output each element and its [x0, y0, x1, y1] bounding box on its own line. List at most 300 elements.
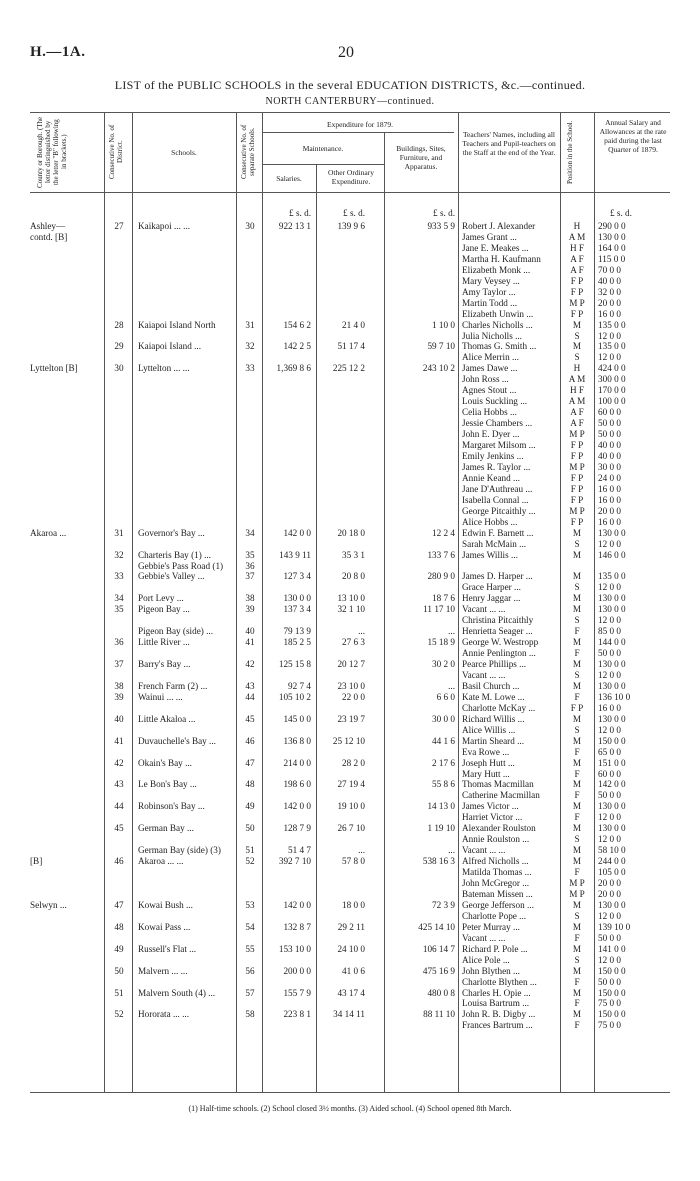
- table-row: [0, 648, 700, 659]
- salaries-cell: 136 8 0: [283, 735, 311, 746]
- table-row: [0, 736, 700, 747]
- teacher-name-cell: Bateman Missen ...: [462, 888, 533, 899]
- annual-salary-cell: 70 0 0: [598, 264, 621, 275]
- salaries-cell: 223 8 1: [283, 1009, 311, 1020]
- teacher-name-cell: Kate M. Lowe ...: [462, 691, 525, 702]
- table-row: [0, 856, 700, 867]
- buildings-header: Buildings, Sites, Furniture, and Apparatus.: [396, 144, 446, 171]
- teacher-name-cell: Louis Suckling ...: [462, 396, 528, 407]
- position-cell: A F: [570, 418, 584, 429]
- buildings-cell: 1 10 0: [432, 319, 455, 330]
- table-row: [0, 352, 700, 363]
- units-annual: £ s. d.: [610, 208, 632, 218]
- table-row: [0, 878, 700, 889]
- page-number: 20: [338, 44, 354, 61]
- annual-salary-cell: 16 0 0: [598, 483, 621, 494]
- position-cell: H F: [569, 242, 585, 253]
- position-cell: M: [572, 713, 582, 724]
- buildings-cell: 30 0 0: [432, 713, 455, 724]
- teacher-name-cell: Sarah McMain ...: [462, 538, 527, 549]
- teacher-name-cell: James D. Harper ...: [462, 571, 533, 582]
- teacher-name-cell: Mary Veysey ...: [462, 275, 520, 286]
- teacher-name-cell: Charlotte Pope ...: [462, 910, 527, 921]
- teacher-name-cell: Pearce Phillips ...: [462, 659, 527, 669]
- annual-salary-cell: 130 0 0: [598, 713, 626, 724]
- teacher-name-cell: Catherine Macmillan: [462, 790, 540, 801]
- annual-salary-header: Annual Salary and Allowances at the rate paid during the last Quarter of 1879.: [599, 118, 667, 154]
- document-code: H.—1A.: [30, 44, 86, 60]
- position-cell: A F: [570, 264, 584, 275]
- other-expenditure-cell: 41 0 6: [342, 965, 365, 976]
- teacher-name-cell: James Willis ...: [462, 549, 518, 560]
- district-no-cell: 52: [114, 1009, 124, 1020]
- separate-no-cell: 54: [245, 921, 255, 932]
- annual-salary-cell: 100 0 0: [598, 396, 626, 407]
- table-row: [0, 396, 700, 407]
- separate-no-cell: 55: [245, 943, 255, 954]
- district-no-cell: 37: [114, 659, 124, 669]
- position-cell: F P: [570, 516, 584, 527]
- teacher-name-cell: Alfred Nicholls ...: [462, 856, 529, 867]
- separate-no-cell: 31: [245, 319, 255, 330]
- annual-salary-cell: 12 0 0: [598, 330, 621, 341]
- school-name-cell: Lyttelton ... ...: [138, 363, 190, 374]
- teacher-name-cell: Jessie Chambers ...: [462, 418, 533, 429]
- separate-no-cell: 42: [245, 659, 255, 669]
- annual-salary-cell: 50 0 0: [598, 418, 621, 429]
- position-cell: M: [572, 1009, 582, 1020]
- district-subtitle: NORTH CANTERBURY—continued.: [265, 96, 435, 107]
- table-row: [0, 966, 700, 977]
- district-no-cell: 47: [114, 899, 124, 910]
- teacher-name-cell: Robert J. Alexander: [462, 221, 536, 231]
- other-expenditure-cell: 225 12 2: [332, 363, 365, 374]
- separate-no-cell: 57: [245, 987, 255, 998]
- annual-salary-cell: 300 0 0: [598, 374, 626, 385]
- teacher-name-cell: John E. Dyer ...: [462, 429, 520, 439]
- annual-salary-cell: 50 0 0: [598, 932, 621, 943]
- separate-no-cell: 58: [245, 1009, 255, 1020]
- teacher-name-cell: Elizabeth Monk ...: [462, 264, 531, 275]
- table-row: [0, 407, 700, 418]
- position-cell: S: [574, 330, 580, 341]
- teacher-name-cell: Emily Jenkins ...: [462, 450, 524, 461]
- position-cell: F P: [570, 494, 584, 505]
- annual-salary-cell: 20 0 0: [598, 888, 621, 899]
- annual-salary-cell: 40 0 0: [598, 450, 621, 461]
- annual-salary-cell: 115 0 0: [598, 253, 626, 264]
- position-cell: M: [572, 757, 582, 768]
- school-name-cell: German Bay (side) (3): [138, 845, 221, 856]
- annual-salary-cell: 75 0 0: [598, 998, 621, 1009]
- teacher-name-cell: Vacant ... ...: [462, 932, 506, 943]
- annual-salary-cell: 139 10 0: [598, 921, 631, 932]
- position-cell: H: [573, 363, 581, 374]
- salaries-cell: 142 0 0: [283, 801, 311, 812]
- teacher-name-cell: Celia Hobbs ...: [462, 407, 517, 418]
- position-cell: F: [574, 932, 580, 943]
- separate-no-cell: 41: [245, 637, 255, 648]
- annual-salary-cell: 130 0 0: [598, 593, 626, 604]
- teacher-name-cell: Charles Nicholls ...: [462, 319, 533, 330]
- salaries-cell: 143 9 11: [279, 549, 311, 560]
- other-expenditure-cell: 26 7 10: [337, 823, 365, 834]
- expenditure-rule: [262, 132, 454, 133]
- salaries-cell: 92 7 4: [288, 680, 311, 691]
- district-no-cell: 38: [114, 680, 124, 691]
- separate-no-cell: 56: [245, 965, 255, 976]
- annual-salary-cell: 32 0 0: [598, 286, 621, 297]
- position-cell: M P: [569, 297, 585, 308]
- position-cell: M P: [569, 878, 585, 888]
- buildings-cell: 243 10 2: [422, 363, 455, 374]
- annual-salary-cell: 30 0 0: [598, 461, 621, 472]
- table-row: [0, 473, 700, 484]
- annual-salary-cell: 150 0 0: [598, 1009, 626, 1020]
- county-cell: Akaroa ...: [30, 527, 67, 538]
- table-row: [0, 451, 700, 462]
- teacher-name-cell: Joseph Hutt ...: [462, 757, 515, 768]
- position-cell: M P: [569, 888, 585, 899]
- position-cell: F P: [570, 702, 584, 713]
- teacher-name-cell: Elizabeth Unwin ...: [462, 308, 534, 319]
- district-no-cell: 42: [114, 757, 124, 768]
- school-name-cell: Le Bon's Bay ...: [138, 779, 197, 790]
- table-row: [0, 517, 700, 528]
- district-no-cell: 50: [114, 965, 124, 976]
- annual-salary-cell: 40 0 0: [598, 275, 621, 286]
- position-cell: M: [572, 921, 582, 932]
- other-expenditure-cell: 24 10 0: [337, 943, 365, 954]
- schools-header: Schools.: [171, 148, 197, 157]
- teacher-name-cell: George Pitcaithly ...: [462, 505, 536, 516]
- salaries-cell: 145 0 0: [283, 713, 311, 724]
- teacher-name-cell: Martin Todd ...: [462, 297, 518, 308]
- separate-no-cell: 48: [245, 779, 255, 790]
- buildings-cell: 475 16 9: [422, 965, 455, 976]
- position-cell: M: [572, 593, 582, 604]
- units-row: [0, 208, 700, 219]
- position-cell: M P: [569, 505, 585, 516]
- school-name-cell: Hororata ... ...: [138, 1009, 190, 1020]
- table-row: [0, 845, 700, 856]
- buildings-cell: 14 13 0: [427, 801, 455, 812]
- table-row: [0, 703, 700, 714]
- school-name-cell: Kowai Pass ...: [138, 921, 191, 932]
- table-row: [0, 790, 700, 801]
- other-expenditure-cell: 25 12 10: [332, 735, 365, 746]
- teacher-name-cell: Alice Hobbs ...: [462, 516, 518, 527]
- teacher-name-cell: Isabella Connal ...: [462, 494, 529, 505]
- salaries-cell: 79 13 9: [283, 626, 311, 637]
- buildings-cell: 30 2 0: [432, 659, 455, 669]
- position-cell: F P: [570, 275, 584, 286]
- annual-salary-cell: 12 0 0: [598, 910, 621, 921]
- maintenance-header: Maintenance.: [302, 144, 344, 153]
- separate-no-cell: 39: [245, 604, 255, 615]
- teacher-name-cell: Vacant ... ...: [462, 670, 506, 680]
- annual-salary-cell: 150 0 0: [598, 735, 626, 746]
- table-row: [0, 561, 700, 572]
- table-row: [0, 1020, 700, 1031]
- district-no-cell: 28: [114, 319, 124, 330]
- position-cell: F: [574, 768, 580, 779]
- units-salaries: £ s. d.: [289, 208, 311, 218]
- expenditure-header: Expenditure for 1879.: [326, 120, 394, 129]
- position-cell: M: [572, 987, 582, 998]
- position-cell: H F: [569, 385, 585, 396]
- annual-salary-cell: 135 0 0: [598, 319, 626, 330]
- table-row: [0, 385, 700, 396]
- other-expenditure-cell: ...: [358, 626, 365, 637]
- position-cell: F: [574, 648, 580, 658]
- table-row: [0, 582, 700, 593]
- table-row: [0, 692, 700, 703]
- table-row: [0, 626, 700, 637]
- table-row: [0, 812, 700, 823]
- annual-salary-cell: 424 0 0: [598, 363, 626, 374]
- district-no-cell: 34: [114, 593, 124, 604]
- separate-no-cell: 33: [245, 363, 255, 374]
- position-cell: F: [574, 691, 580, 702]
- position-cell: M: [572, 571, 582, 582]
- separate-no-cell: 30: [245, 221, 255, 231]
- school-name-cell: Pigeon Bay (side) ...: [138, 626, 214, 637]
- position-cell: A F: [570, 407, 584, 418]
- table-row: [0, 593, 700, 604]
- other-expenditure-header: Other Ordinary Expenditure.: [327, 168, 375, 186]
- table-row: [0, 418, 700, 429]
- table-row: [0, 243, 700, 254]
- school-name-cell: Governor's Bay ...: [138, 527, 205, 538]
- position-cell: A F: [570, 253, 584, 264]
- buildings-cell: 15 18 9: [427, 637, 455, 648]
- district-no-cell: 29: [114, 341, 124, 352]
- annual-salary-cell: 60 0 0: [598, 768, 621, 779]
- annual-salary-cell: 20 0 0: [598, 505, 621, 516]
- district-no-cell: 39: [114, 691, 124, 702]
- table-row: [0, 539, 700, 550]
- position-cell: S: [574, 910, 580, 921]
- position-cell: M: [572, 735, 582, 746]
- table-row: [0, 484, 700, 495]
- school-name-cell: Wainui ... ...: [138, 691, 183, 702]
- district-no-cell: 31: [114, 527, 124, 538]
- school-name-cell: Duvauchelle's Bay ...: [138, 735, 216, 746]
- salaries-cell: 154 6 2: [283, 319, 311, 330]
- teacher-name-cell: Annie Keand ...: [462, 472, 520, 483]
- district-no-cell: 27: [114, 221, 124, 231]
- separate-no-cell: 53: [245, 899, 255, 910]
- annual-salary-cell: 75 0 0: [598, 1020, 621, 1031]
- position-cell: M: [572, 965, 582, 976]
- teacher-name-cell: Julia Nicholls ...: [462, 330, 522, 341]
- table-row: [0, 637, 700, 648]
- separate-no-cell: 50: [245, 823, 255, 834]
- salaries-cell: 214 0 0: [283, 757, 311, 768]
- position-cell: F: [574, 812, 580, 823]
- position-cell: M: [572, 779, 582, 790]
- position-cell: M: [572, 527, 582, 538]
- position-cell: S: [574, 538, 580, 549]
- school-name-cell: Gebbie's Valley ...: [138, 571, 205, 582]
- teacher-name-cell: Margaret Milsom ...: [462, 440, 536, 450]
- salaries-cell: 200 0 0: [283, 965, 311, 976]
- separate-no-cell: 45: [245, 713, 255, 724]
- other-expenditure-cell: 32 1 10: [337, 604, 365, 615]
- annual-salary-cell: 130 0 0: [598, 680, 626, 691]
- annual-salary-cell: 20 0 0: [598, 297, 621, 308]
- buildings-cell: 44 1 6: [432, 735, 455, 746]
- annual-salary-cell: 12 0 0: [598, 670, 621, 680]
- buildings-cell: 933 5 9: [427, 221, 455, 231]
- salaries-cell: 1,369 8 6: [276, 363, 311, 374]
- position-cell: M P: [569, 429, 585, 439]
- district-no-cell: 36: [114, 637, 124, 648]
- teacher-name-cell: Alice Merrin ...: [462, 352, 519, 363]
- annual-salary-cell: 12 0 0: [598, 538, 621, 549]
- teacher-name-cell: Vacant ... ...: [462, 604, 506, 615]
- buildings-cell: 59 7 10: [427, 341, 455, 352]
- teacher-name-cell: John McGregor ...: [462, 878, 530, 888]
- school-name-cell: Malvern ... ...: [138, 965, 188, 976]
- teacher-name-cell: Mary Hutt ...: [462, 768, 510, 779]
- position-cell: F: [574, 746, 580, 757]
- annual-salary-cell: 151 0 0: [598, 757, 626, 768]
- table-row: [0, 747, 700, 758]
- table-row: [0, 714, 700, 725]
- separate-no-header: Consecutive No. of separate Schools.: [240, 124, 256, 180]
- units-buildings: £ s. d.: [433, 208, 455, 218]
- school-name-cell: Charteris Bay (1) ...: [138, 549, 211, 560]
- position-cell: M: [572, 899, 582, 910]
- table-row: [0, 911, 700, 922]
- teacher-name-cell: Alexander Roulston: [462, 823, 536, 834]
- school-name-cell: Little Akaloa ...: [138, 713, 196, 724]
- school-name-cell: Pigeon Bay ...: [138, 604, 190, 615]
- buildings-cell: 12 2 4: [432, 527, 455, 538]
- annual-salary-cell: 12 0 0: [598, 582, 621, 593]
- county-cell: contd. [B]: [30, 231, 68, 242]
- school-name-cell: Malvern South (4) ...: [138, 987, 216, 998]
- position-cell: M: [572, 943, 582, 954]
- position-cell: F P: [570, 286, 584, 297]
- other-expenditure-cell: 27 6 3: [342, 637, 365, 648]
- buildings-cell: 11 17 10: [423, 604, 455, 615]
- district-no-cell: 44: [114, 801, 124, 812]
- separate-no-cell: 37: [245, 571, 255, 582]
- table-row: [0, 528, 700, 539]
- position-cell: M: [572, 845, 582, 856]
- position-header: Position in the School.: [566, 120, 574, 184]
- district-no-cell: 48: [114, 921, 124, 932]
- other-expenditure-cell: 57 8 0: [342, 856, 365, 867]
- teacher-name-cell: Martha H. Kaufmann: [462, 253, 541, 264]
- school-name-cell: Okain's Bay ...: [138, 757, 192, 768]
- district-no-cell: 35: [114, 604, 124, 615]
- buildings-cell: 18 7 6: [432, 593, 455, 604]
- salaries-cell: 127 3 4: [283, 571, 311, 582]
- other-expenditure-cell: 18 0 0: [342, 899, 365, 910]
- position-cell: M: [572, 680, 582, 691]
- separate-no-cell: 40: [245, 626, 255, 637]
- table-row: [0, 933, 700, 944]
- annual-salary-cell: 150 0 0: [598, 965, 626, 976]
- table-row: [0, 462, 700, 473]
- salaries-cell: 105 10 2: [278, 691, 311, 702]
- district-no-cell: 30: [114, 363, 124, 374]
- position-cell: F P: [570, 483, 584, 494]
- salaries-cell: 392 7 10: [278, 856, 311, 867]
- table-row: [0, 955, 700, 966]
- teacher-name-cell: Charles H. Opie ...: [462, 987, 531, 998]
- buildings-cell: 72 3 9: [432, 899, 455, 910]
- salaries-cell: 142 0 0: [283, 527, 311, 538]
- position-cell: A M: [568, 396, 586, 407]
- position-cell: S: [574, 724, 580, 735]
- annual-salary-cell: 130 0 0: [598, 899, 626, 910]
- table-row: [0, 758, 700, 769]
- table-row: [0, 363, 700, 374]
- position-cell: M: [572, 856, 582, 867]
- district-no-cell: 40: [114, 713, 124, 724]
- position-cell: S: [574, 352, 580, 363]
- salaries-cell: 198 6 0: [283, 779, 311, 790]
- footnotes: (1) Half-time schools. (2) School closed 3½ months. (3) Aided school. (4) School opened 8th March.: [188, 1104, 512, 1113]
- table-row: [0, 769, 700, 780]
- table-row: [0, 867, 700, 878]
- other-expenditure-cell: 29 2 11: [337, 921, 365, 932]
- teacher-name-cell: Henry Jaggar ...: [462, 593, 521, 604]
- salaries-cell: 132 8 7: [283, 921, 311, 932]
- separate-no-cell: 32: [245, 341, 255, 352]
- teacher-name-cell: Thomas Macmillan: [462, 779, 534, 790]
- table-row: [0, 834, 700, 845]
- school-name-cell: Port Levy ...: [138, 593, 184, 604]
- annual-salary-cell: 130 0 0: [598, 527, 626, 538]
- annual-salary-cell: 50 0 0: [598, 790, 621, 801]
- table-row: [0, 889, 700, 900]
- teacher-name-cell: Charlotte Blythen ...: [462, 976, 537, 987]
- teacher-name-cell: Martin Sheard ...: [462, 735, 525, 746]
- school-name-cell: Robinson's Bay ...: [138, 801, 205, 812]
- annual-salary-cell: 58 10 0: [598, 845, 626, 856]
- table-row: [0, 725, 700, 736]
- other-expenditure-cell: ...: [358, 845, 365, 856]
- teacher-name-cell: Alice Pole ...: [462, 954, 510, 965]
- teacher-name-cell: Vacant ... ...: [462, 845, 506, 856]
- annual-salary-cell: 16 0 0: [598, 516, 621, 527]
- table-row: [0, 922, 700, 933]
- annual-salary-cell: 20 0 0: [598, 878, 621, 888]
- table-row: [0, 900, 700, 911]
- buildings-cell: 425 14 10: [418, 921, 455, 932]
- school-name-cell: Kaiapoi Island ...: [138, 341, 202, 352]
- other-expenditure-cell: 21 4 0: [342, 319, 365, 330]
- other-expenditure-cell: 139 9 6: [337, 221, 365, 231]
- teacher-name-cell: Frances Bartrum ...: [462, 1020, 533, 1031]
- table-top-rule: [30, 112, 670, 113]
- annual-salary-cell: 60 0 0: [598, 407, 621, 418]
- annual-salary-cell: 130 0 0: [598, 604, 626, 615]
- salaries-cell: 153 10 0: [278, 943, 311, 954]
- teacher-name-cell: Harriet Victor ...: [462, 812, 523, 823]
- position-cell: S: [574, 615, 580, 626]
- salaries-header: Salaries.: [276, 174, 302, 183]
- teachers-header: Teachers' Names, including all Teachers and Pupil-teachers on the Staff at the end of the Year.: [462, 130, 556, 157]
- table-row: [0, 779, 700, 790]
- salaries-cell: 142 2 5: [283, 341, 311, 352]
